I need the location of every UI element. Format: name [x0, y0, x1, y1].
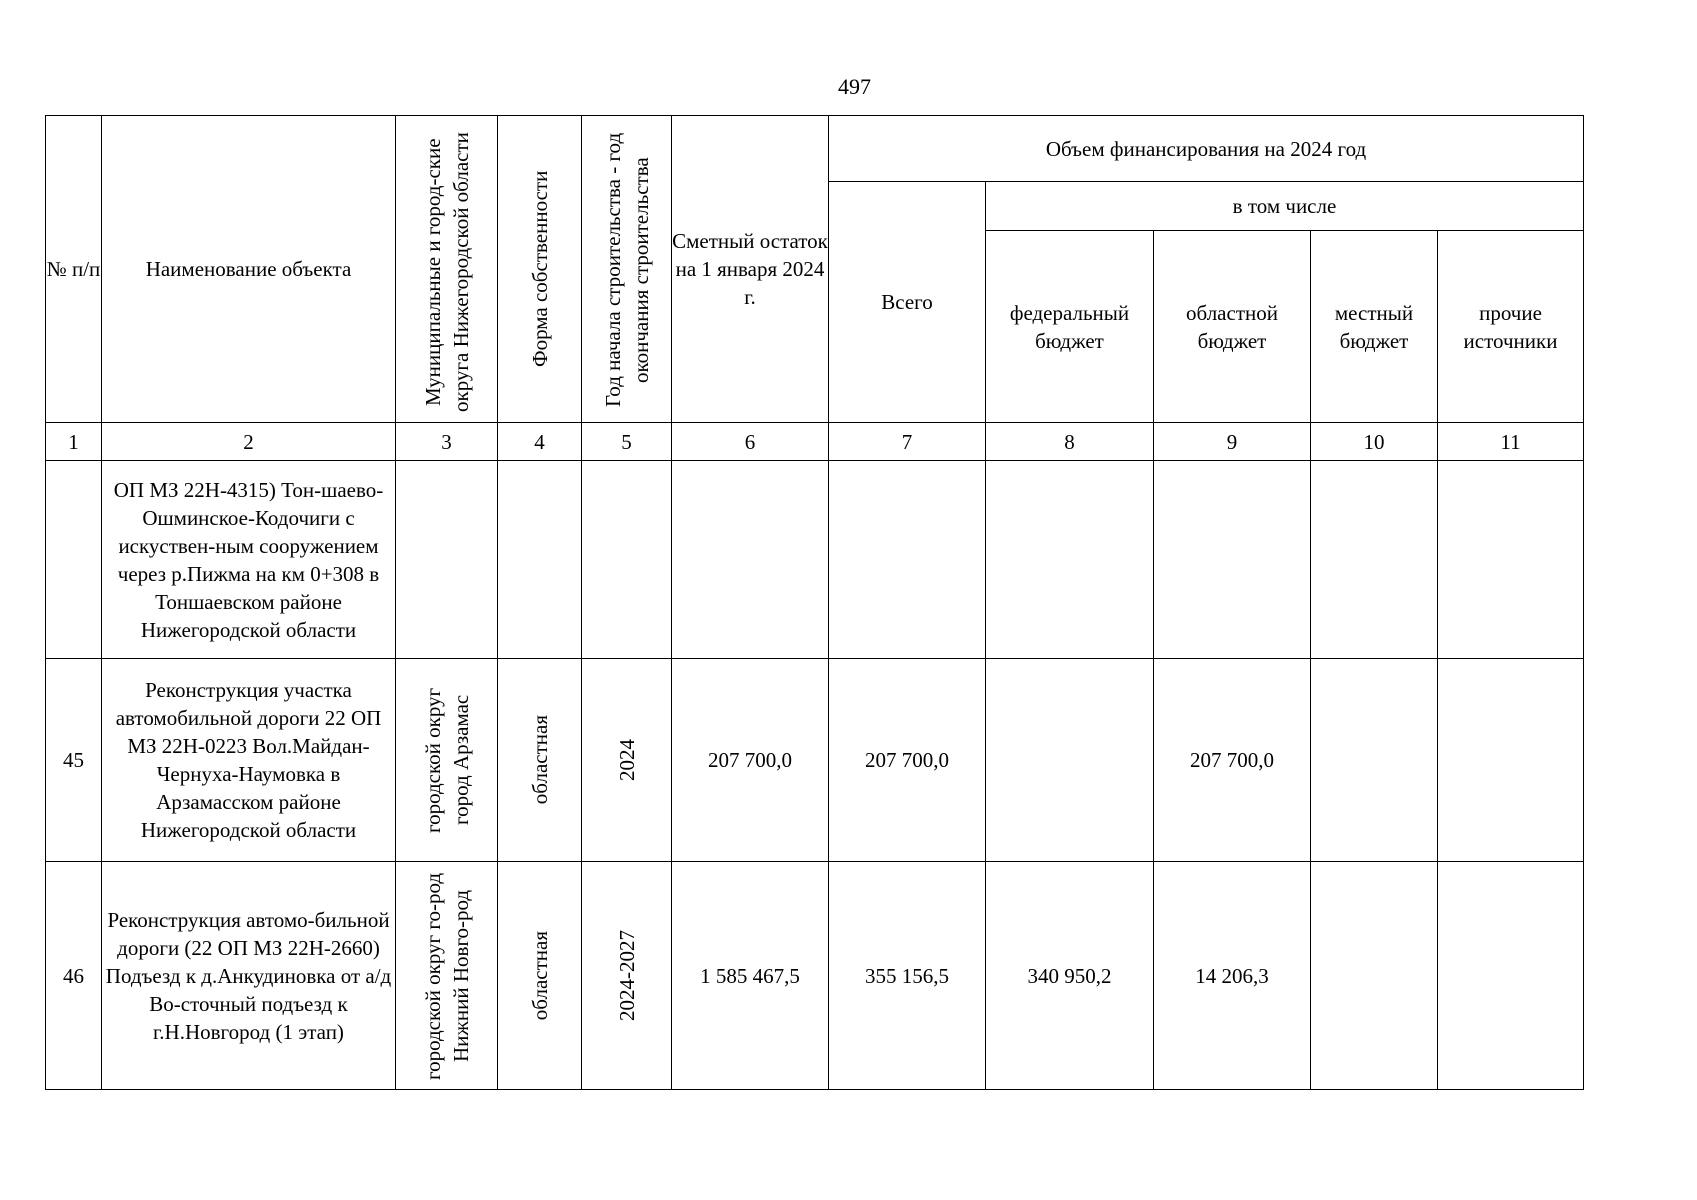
column-number: 2 [102, 423, 396, 461]
page-number: 497 [838, 74, 871, 99]
header-regional: областной бюджет [1154, 231, 1311, 423]
header-ownership-text: Форма собственности [527, 170, 552, 368]
row-municipality [396, 461, 498, 659]
row-local [1311, 659, 1438, 862]
column-number: 3 [396, 423, 498, 461]
row-years: 2024 [614, 739, 639, 781]
column-number: 10 [1311, 423, 1438, 461]
row-municipality: городской округ го-род Нижний Новго-род [420, 871, 473, 1080]
budget-table [45, 115, 1584, 1090]
row-num: 46 [46, 862, 102, 1090]
column-number: 4 [498, 423, 582, 461]
row-ownership-cell [498, 862, 582, 1090]
row-regional [1154, 461, 1311, 659]
row-regional: 207 700,0 [1154, 659, 1311, 862]
row-estimate: 1 585 467,5 [672, 862, 829, 1090]
row-municipality-cell [396, 659, 498, 862]
row-other [1438, 461, 1584, 659]
row-ownership-cell [498, 659, 582, 862]
row-name: Реконструкция участка автомобильной дороги 22 ОП МЗ 22Н-0223 Вол.Майдан-Чернуха-Наумовка в Арзамасском районе Нижегородской области [102, 659, 396, 862]
row-total [829, 461, 986, 659]
column-number: 7 [829, 423, 986, 461]
table-row [46, 862, 1584, 1090]
row-other [1438, 862, 1584, 1090]
column-number: 8 [986, 423, 1154, 461]
row-regional: 14 206,3 [1154, 862, 1311, 1090]
row-estimate [672, 461, 829, 659]
header-municipality [396, 116, 498, 423]
column-number: 5 [582, 423, 672, 461]
row-years-cell [582, 659, 672, 862]
row-local [1311, 862, 1438, 1090]
column-number: 9 [1154, 423, 1311, 461]
column-number: 6 [672, 423, 829, 461]
row-federal [986, 461, 1154, 659]
row-name: ОП МЗ 22Н-4315) Тон-шаево-Ошминское-Кодочиги с искуствен-ным сооружением через р.Пижма на км 0+308 в Тоншаевском районе Нижегородской области [102, 461, 396, 659]
header-name: Наименование объекта [102, 116, 396, 423]
row-total: 207 700,0 [829, 659, 986, 862]
header-num: № п/п [46, 116, 102, 423]
header-total: Всего [829, 182, 986, 423]
row-municipality-cell [396, 862, 498, 1090]
column-number: 1 [46, 423, 102, 461]
row-ownership [498, 461, 582, 659]
column-number: 11 [1438, 423, 1584, 461]
row-ownership: областная [527, 715, 552, 805]
row-local [1311, 461, 1438, 659]
column-number-row [46, 423, 1584, 461]
row-total: 355 156,5 [829, 862, 986, 1090]
row-name: Реконструкция автомо-бильной дороги (22 ОП МЗ 22Н-2660) Подъезд к д.Анкудиновка от а/д Во-сточный подъезд к г.Н.Новгород (1 этап) [102, 862, 396, 1090]
header-years-text: Год начала строительства - год окончания строительства [600, 132, 653, 408]
row-municipality: городской округ город Арзамас [420, 687, 473, 833]
row-num: 45 [46, 659, 102, 862]
header-federal: федеральный бюджет [986, 231, 1154, 423]
row-ownership: областная [527, 930, 552, 1021]
header-ownership [498, 116, 582, 423]
header-estimate: Сметный остаток на 1 января 2024 г. [672, 116, 829, 423]
header-municipality-text: Муниципальные и город-ские округа Нижегородской области [420, 132, 473, 412]
row-num [46, 461, 102, 659]
row-federal: 340 950,2 [986, 862, 1154, 1090]
row-years: 2024-2027 [614, 930, 639, 1021]
header-funding-group: Объем финансирования на 2024 год [829, 116, 1584, 182]
row-estimate: 207 700,0 [672, 659, 829, 862]
row-federal [986, 659, 1154, 862]
header-other: прочие источники [1438, 231, 1584, 423]
table-row [46, 461, 1584, 659]
table-header [46, 116, 1584, 461]
table-row [46, 659, 1584, 862]
row-years-cell [582, 862, 672, 1090]
header-including: в том числе [986, 182, 1584, 231]
row-other [1438, 659, 1584, 862]
row-years [582, 461, 672, 659]
header-local: местный бюджет [1311, 231, 1438, 423]
header-years [582, 116, 672, 423]
